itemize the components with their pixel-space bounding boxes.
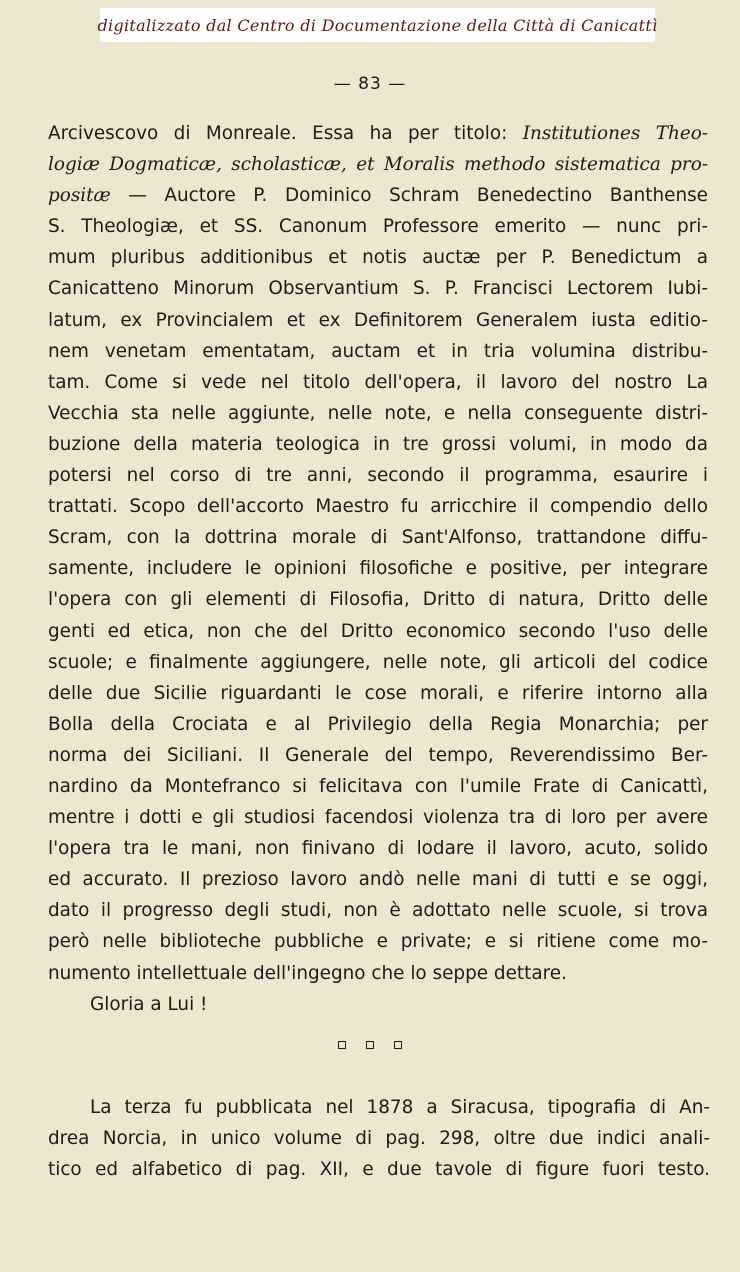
- text-line: Gloria a Lui !: [90, 993, 208, 1015]
- text-line: però nelle biblioteche pubbliche e private; e si ritiene come mo-: [48, 931, 708, 953]
- text-line: dato il progresso degli studi, non è adottato nelle scuole, si trova: [48, 900, 708, 922]
- text-line: Vecchia sta nelle aggiunte, nelle note, e nella conseguente distri-: [48, 402, 708, 424]
- digitization-banner: [97, 8, 658, 42]
- text-line: genti ed etica, non che del Dritto economico secondo l'uso delle: [48, 620, 708, 642]
- text-line: nem venetam ementatam, auctam et in tria volumina distribu-: [48, 340, 708, 362]
- text-line: ed accurato. Il prezioso lavoro andò nelle mani di tutti e se oggi,: [48, 869, 708, 891]
- text-line: mum pluribus additionibus et notis auctæ per P. Benedictum a: [48, 247, 708, 269]
- text-line: trattati. Scopo dell'accorto Maestro fu arricchire il compendio dello: [48, 496, 708, 518]
- text-line: Canicatteno Minorum Observantium S. P. Francisci Lectorem Iubi-: [48, 278, 708, 300]
- text-line: nardino da Montefranco si felicitava con l'umile Frate di Canicattì,: [48, 775, 708, 797]
- text-line: numento intellettuale dell'ingegno che lo seppe dettare.: [48, 962, 567, 984]
- separator-square-icon: [366, 1041, 374, 1049]
- text-line: Arcivescovo di Monreale. Essa ha per titolo: Institutiones Theo-: [48, 123, 708, 144]
- banner-text: digitalizzato dal Centro di Documentazione della Città di Canicattì: [97, 15, 658, 35]
- text-line: tam. Come si vede nel titolo dell'opera, il lavoro del nostro La: [48, 371, 708, 393]
- paragraph-2: [48, 1092, 710, 1185]
- text-line: logiæ Dogmaticæ, scholasticæ, et Moralis methodo sistematica pro-: [48, 154, 708, 176]
- text-line: Bolla della Crociata e al Privilegio della Regia Monarchia; per: [48, 713, 708, 735]
- text-line: mentre i dotti e gli studiosi facendosi violenza tra di loro per avere: [48, 807, 708, 829]
- text-line: l'opera tra le mani, non finivano di lodare il lavoro, acuto, solido: [48, 838, 708, 860]
- text-line: Scram, con la dottrina morale di Sant'Alfonso, trattandone diffu-: [48, 527, 708, 549]
- text-line: norma dei Siciliani. Il Generale del tempo, Reverendissimo Ber-: [48, 744, 708, 766]
- text-line: S. Theologiæ, et SS. Canonum Professore emerito — nunc pri-: [48, 216, 708, 238]
- text-line: scuole; e finalmente aggiungere, nelle note, gli articoli del codice: [48, 651, 708, 673]
- text-line: La terza fu pubblicata nel 1878 a Siracusa, tipografia di An-: [90, 1097, 710, 1118]
- section-separator: [0, 1041, 740, 1049]
- text-line: delle due Sicilie riguardanti le cose morali, e riferire intorno alla: [48, 682, 708, 704]
- text-line: potersi nel corso di tre anni, secondo il programma, esaurire i: [48, 465, 708, 487]
- text-line: samente, includere le opinioni filosofiche e positive, per integrare: [48, 558, 708, 580]
- text-line: positæ — Auctore P. Dominico Schram Benedectino Banthense: [48, 185, 708, 207]
- text-line: latum, ex Provincialem et ex Definitorem Generalem iusta editio-: [48, 309, 708, 331]
- paragraph-1: [48, 118, 708, 1020]
- separator-square-icon: [394, 1041, 402, 1049]
- text-line: l'opera con gli elementi di Filosofia, Dritto di natura, Dritto delle: [48, 589, 708, 611]
- text-line: tico ed alfabetico di pag. XII, e due tavole di figure fuori testo.: [48, 1159, 710, 1181]
- page-number: — 83 —: [333, 74, 407, 94]
- separator-square-icon: [338, 1041, 346, 1049]
- text-line: drea Norcia, in unico volume di pag. 298, oltre due indici anali-: [48, 1128, 710, 1150]
- text-line: buzione della materia teologica in tre grossi volumi, in modo da: [48, 433, 708, 455]
